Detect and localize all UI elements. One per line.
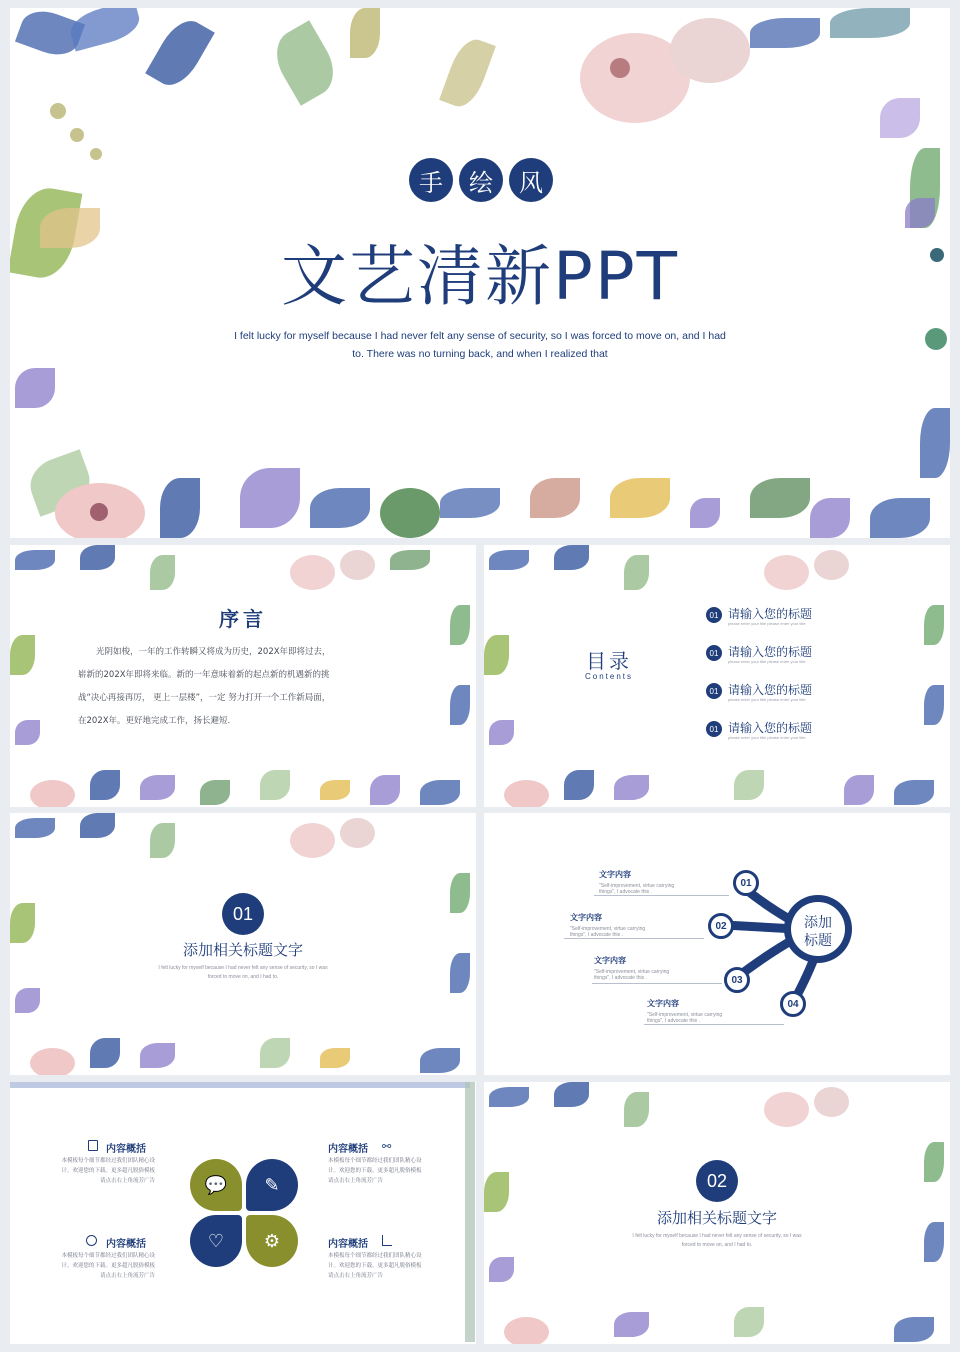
hub-item-desc-2: things", I advocate this . (594, 975, 647, 981)
heart-icon: ♡ (190, 1215, 242, 1267)
toc-item-4[interactable] (706, 719, 846, 743)
preface-slide (10, 545, 476, 807)
toc-item-sub: please enter your title please enter your title (728, 659, 806, 664)
tag-char-1: 手 (409, 158, 453, 202)
hub-node-4: 04 (780, 991, 806, 1017)
section-sub-2: forced to move on, and I had to. (207, 974, 279, 980)
note-line: 请点击右上角流芳广告 (328, 1273, 384, 1279)
hub-item-4 (647, 998, 777, 1024)
hub-underline-4 (644, 1024, 784, 1025)
toc-item-sub: please enter your title please enter your title (728, 621, 806, 626)
share-icon: ⚯ (382, 1140, 392, 1153)
cover-tag (409, 158, 559, 202)
toc-item-title: 请输入您的标题 (728, 607, 813, 621)
hub-item-desc-1: "Self-improvement, virtue carrying (570, 926, 646, 932)
note-title: 内容概括 (106, 1144, 146, 1155)
toc-item-2[interactable] (706, 643, 846, 667)
toc-item-title: 请输入您的标题 (728, 683, 813, 697)
toc-item-3[interactable] (706, 681, 846, 705)
hub-item-desc-2: things", I advocate this . (599, 889, 652, 895)
section-sub-1: I felt lucky for myself because I had never felt any sense of security, so I was (158, 965, 328, 971)
hub-underline-3 (592, 983, 722, 984)
note-body (40, 1251, 155, 1281)
hub-node-2: 02 (708, 913, 734, 939)
tag-char-2: 绘 (459, 158, 503, 202)
hub-item-1 (599, 869, 729, 895)
hub-item-title: 文字内容 (570, 913, 602, 922)
note-line: 计。欢迎您的下载。更多超凡脱俗模板 (61, 1168, 155, 1174)
toc-slide (484, 545, 950, 807)
hub-center-2: 标题 (804, 933, 832, 949)
note-line: 计。欢迎您的下载。更多超凡脱俗模板 (328, 1168, 422, 1174)
hub-underline-2 (564, 938, 704, 939)
hub-item-desc-1: "Self-improvement, virtue carrying (647, 1012, 723, 1018)
floral-border (484, 545, 950, 807)
hub-node-1: 01 (733, 870, 759, 896)
note-body (40, 1156, 155, 1186)
note-line: 计。欢迎您的下载。更多超凡脱俗模板 (328, 1263, 422, 1269)
note-title: 内容概括 (328, 1144, 368, 1155)
quad-note-1 (40, 1140, 160, 1190)
preface-body-2: 崭新的202X年即将来临。新的一年意味着新的起点新的机遇新的挑 (78, 670, 330, 680)
preface-title: 序言 (219, 607, 267, 631)
hub-item-desc-1: "Self-improvement, virtue carrying (599, 883, 675, 889)
toc-item-title: 请输入您的标题 (728, 721, 813, 735)
toc-subtitle: Contents (584, 672, 634, 681)
note-line: 本模板每个细节都经过我们团队精心设 (328, 1158, 422, 1164)
hub-node-3: 03 (724, 967, 750, 993)
toc-badge: 01 (706, 683, 722, 699)
note-line: 本模板每个细节都经过我们团队精心设 (328, 1253, 422, 1259)
quad-slide (10, 1082, 476, 1344)
preface-body-4: 在202X年。更好地完成工作，扬长避短. (78, 716, 231, 726)
section-02-slide (484, 1082, 950, 1344)
hub-item-title: 文字内容 (594, 956, 626, 965)
preface-body-1: 光阴如梭，一年的工作转瞬又将成为历史，202X年即将过去， (96, 647, 331, 657)
toc-badge: 01 (706, 721, 722, 737)
quad-petals (190, 1159, 298, 1267)
section-sub-2: forced to move on, and I had to. (681, 1242, 753, 1248)
toc-item-sub: please enter your title please enter your title (728, 697, 806, 702)
hub-item-desc-2: things", I advocate this . (570, 932, 623, 938)
hub-item-3 (594, 955, 724, 981)
toc-item-sub: please enter your title please enter your title (728, 735, 806, 740)
section-01-slide (10, 813, 476, 1075)
quad-note-4 (328, 1235, 448, 1285)
note-line: 请点击右上角流芳广告 (99, 1273, 155, 1279)
tag-char-3: 风 (509, 158, 553, 202)
toc-title: 目录 (586, 649, 632, 673)
section-number: 02 (696, 1160, 738, 1202)
section-number: 01 (222, 893, 264, 935)
hub-item-title: 文字内容 (647, 999, 679, 1008)
cover-slide (10, 8, 950, 538)
note-body (328, 1156, 443, 1186)
hub-slide (484, 813, 950, 1075)
note-line: 本模板每个细节都经过我们团队精心设 (61, 1253, 155, 1259)
hub-underline-1 (594, 895, 729, 896)
note-line: 计。欢迎您的下载。更多超凡脱俗模板 (61, 1263, 155, 1269)
section-sub-1: I felt lucky for myself because I had never felt any sense of security, so I was (632, 1233, 802, 1239)
note-body (328, 1251, 443, 1281)
hub-item-desc-1: "Self-improvement, virtue carrying (594, 969, 670, 975)
preface-body-3: 战“决心再接再厉， 更上一层楼”，一定 努力打开一个工作新局面， (78, 693, 331, 703)
document-icon (88, 1140, 98, 1151)
note-line: 本模板每个细节都经过我们团队精心设 (61, 1158, 155, 1164)
cover-subtitle-1: I felt lucky for myself because I had never felt any sense of security, so I was forced to move on, and I had (234, 330, 726, 342)
quad-note-3 (40, 1235, 160, 1285)
note-line: 请点击右上角流芳广告 (99, 1178, 155, 1184)
cover-title: 文艺清新PPT (281, 238, 679, 315)
hub-item-title: 文字内容 (599, 870, 631, 879)
section-title: 添加相关标题文字 (656, 1209, 777, 1227)
note-title: 内容概括 (106, 1239, 146, 1250)
toc-badge: 01 (706, 645, 722, 661)
pencil-icon: ✎ (246, 1159, 298, 1211)
toc-badge: 01 (706, 607, 722, 623)
chat-icon: 💬 (190, 1159, 242, 1211)
hub-connectors (484, 813, 950, 1075)
note-line: 请点击右上角流芳广告 (328, 1178, 384, 1184)
hub-item-2 (570, 912, 700, 938)
globe-icon (86, 1235, 97, 1246)
note-title: 内容概括 (328, 1239, 368, 1250)
gear-icon: ⚙ (246, 1215, 298, 1267)
hub-center-1: 添加 (804, 915, 832, 931)
cover-subtitle-2: to. There was no turning back, and when I realized that (352, 348, 608, 360)
toc-item-1[interactable] (706, 605, 846, 629)
hub-item-desc-2: things", I advocate this . (647, 1018, 700, 1024)
toc-item-title: 请输入您的标题 (728, 645, 813, 659)
section-title: 添加相关标题文字 (182, 941, 303, 959)
quad-note-2 (328, 1140, 448, 1190)
chart-icon (382, 1235, 392, 1246)
